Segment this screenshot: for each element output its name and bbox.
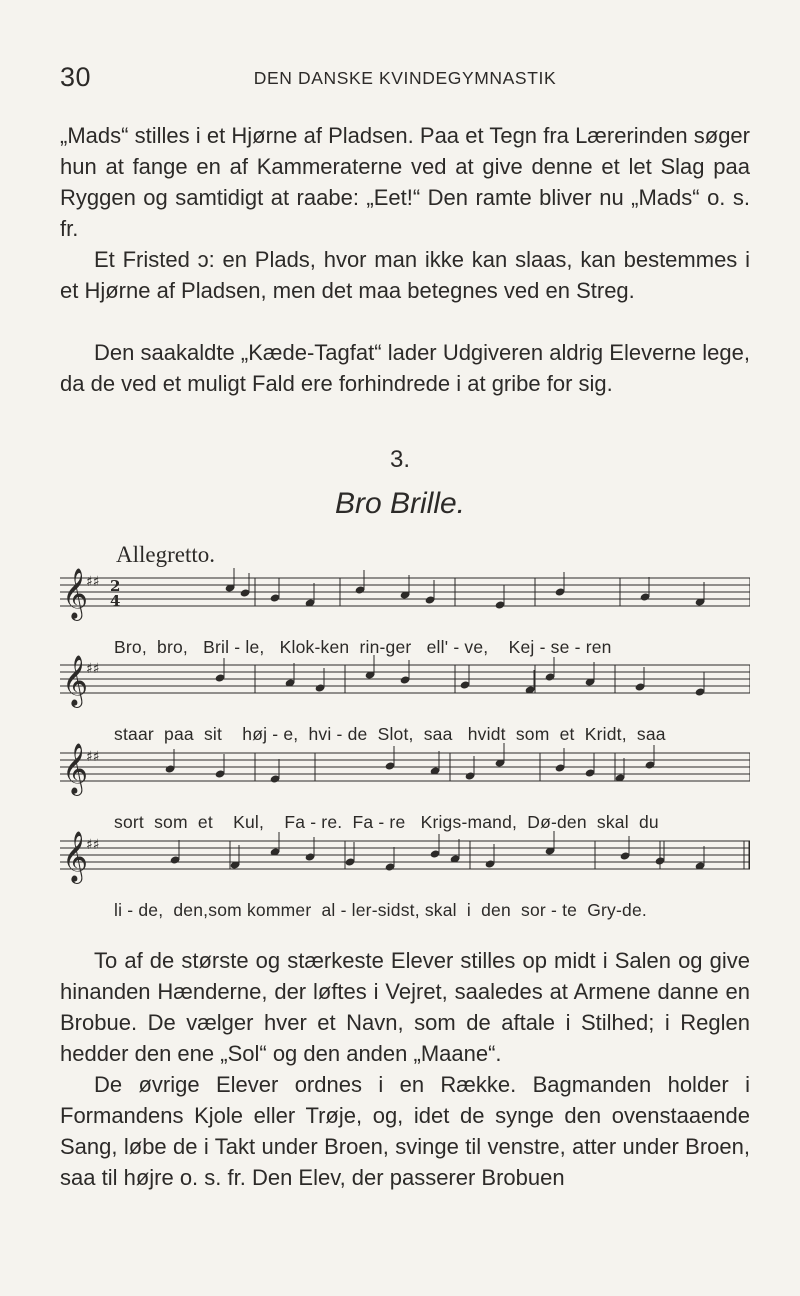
time-signature-bottom: 4	[110, 592, 121, 610]
key-sharp: ♯♯	[86, 574, 100, 590]
lyrics-line-2: staar paa sit høj - e, hvi - de Slot, saa hvidt som et Kridt, saa	[114, 724, 666, 744]
paragraph-mads: „Mads“ stilles i et Hjørne af Pladsen. Paa et Tegn fra Lærerinden søger hun at fange en af Kammeraterne ved at give denne et let Slag paa Ryggen og samtidigt at raabe: „Eet!“ Den ramte bliver nu „Mads“ o. s. fr.	[60, 123, 750, 241]
treble-clef: 𝄞	[62, 568, 89, 619]
paragraph-kaede-tagfat: Den saakaldte „Kæde-Tagfat“ lader Udgiveren aldrig Eleverne lege, da de ved et muligt Fald ere forhindrede i at gribe for sig.	[60, 340, 750, 396]
staff-system	[60, 568, 750, 621]
page-number: 30	[60, 62, 92, 92]
staff-system	[60, 655, 750, 708]
key-sharp: ♯♯	[86, 661, 100, 677]
paragraph-brobue: To af de største og stærkeste Elever stilles op midt i Salen og give hinanden Hænderne, der løftes i Vejret, saaledes at Armene danne en Brobue. De vælger hver et Navn, som de aftale i Stilhed; i Reglen hedder den ene „Sol“ og den anden „Maane“.	[60, 948, 750, 1066]
paragraph-raekke: De øvrige Elever ordnes i en Række. Bagmanden holder i Formandens Kjole eller Trøje, og, idet de synge den ovenstaaende Sang, løbe de i Takt under Broen, svinge til venstre, atter under Broen, saa til højre o. s. fr. Den Elev, der passerer Brobuen	[60, 1072, 750, 1190]
staff-system	[60, 831, 750, 884]
running-head: DEN DANSKE KVINDEGYMNASTIK	[253, 68, 557, 88]
lyrics-line-4: li - de, den,som kommer al - ler-sidst, skal i den sor - te Gry-de.	[114, 900, 647, 920]
paragraph-fristed: Et Fristed ɔ: en Plads, hvor man ikke kan slaas, kan bestemmes i et Hjørne af Pladsen, men det maa betegnes ved en Streg.	[60, 247, 750, 303]
key-sharp: ♯♯	[86, 837, 100, 853]
tempo-marking: Allegretto.	[116, 542, 215, 567]
lyrics-line-1: Bro, bro, Bril - le, Klok-ken rin-ger ell' - ve, Kej - se - ren	[114, 637, 612, 657]
key-sharp: ♯♯	[86, 749, 100, 765]
section-number: 3.	[389, 446, 410, 473]
page-header	[60, 62, 750, 92]
treble-clef: 𝄞	[62, 831, 89, 882]
staff-system	[60, 743, 750, 796]
treble-clef: 𝄞	[62, 655, 89, 706]
song-title: Bro Brille.	[334, 487, 466, 520]
time-signature-top: 2	[110, 577, 121, 595]
lyrics-line-3: sort som et Kul, Fa - re. Fa - re Krigs-mand, Dø-den skal du	[114, 812, 659, 832]
treble-clef: 𝄞	[62, 743, 89, 794]
